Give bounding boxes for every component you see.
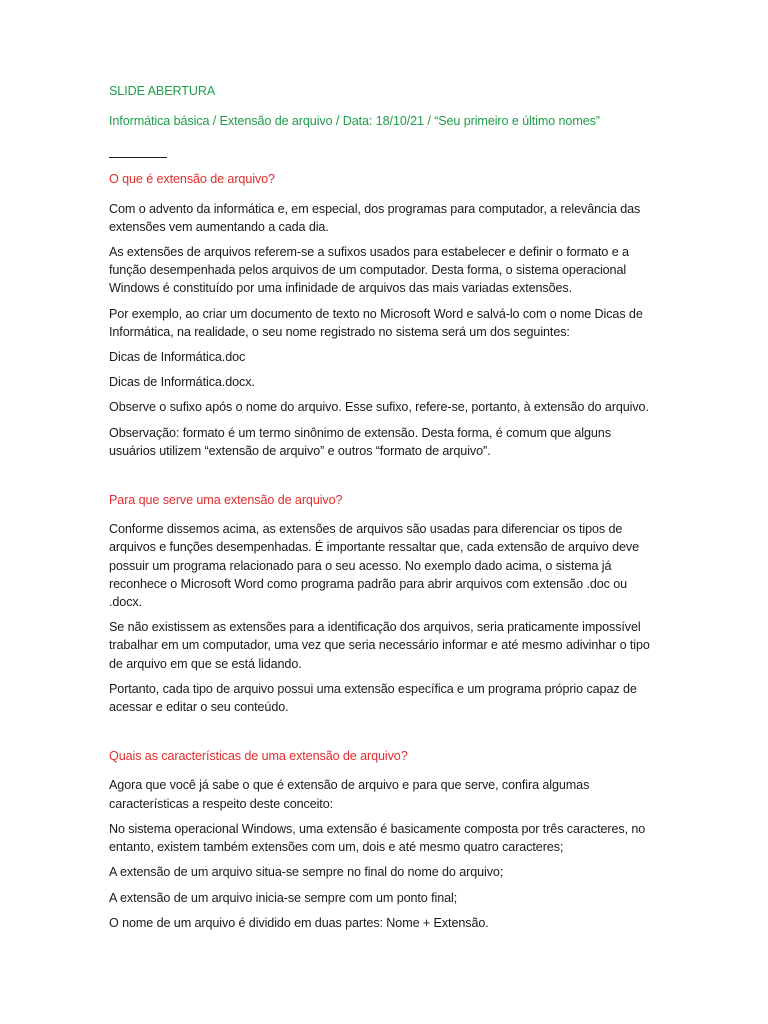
paragraph: Observe o sufixo após o nome do arquivo. Esse sufixo, refere-se, portanto, à extensão do arquivo. [109,400,649,415]
paragraph: Portanto, cada tipo de arquivo possui uma extensão específica e um programa próprio capaz de acessar e editar o seu conteúdo. [109,681,637,715]
paragraph: Agora que você já sabe o que é extensão de arquivo e para que serve, confira algumas características a respeito deste conceito: [109,778,590,811]
paragraph: Observação: formato é um termo sinônimo de extensão. Desta forma, é comum que alguns usuários utilizem “extensão de arquivo” e outros “formato de arquivo”. [109,425,611,458]
paragraph: O nome de um arquivo é dividido em duas partes: Nome + Extensão. [109,915,489,930]
paragraph: As extensões de arquivos referem-se a sufixos usados para estabelecer e definir o formato e a função desempenhada pelos arquivos de um computador. Desta forma, o sistema operacional Windows é constituído por uma infinidade de arquivos das mais variadas extensões. [109,245,629,296]
paragraph: No sistema operacional Windows, uma extensão é basicamente composta por três caracteres, no entanto, existem também extensões com um, dois e até mesmo quatro caracteres; [109,821,646,855]
paragraph: Se não existissem as extensões para a identificação dos arquivos, seria praticamente impossível trabalhar em um computador, uma vez que seria necessário informar e até mesmo adivinhar o tipo de arquivo em que se está lidando. [109,620,650,671]
paragraph: Com o advento da informática e, em especial, dos programas para computador, a relevância das extensões vem aumentando a cada dia. [109,201,641,234]
paragraph: Dicas de Informática.docx. [109,375,255,390]
section-heading: Para que serve uma extensão de arquivo? [109,493,343,508]
paragraph: Por exemplo, ao criar um documento de texto no Microsoft Word e salvá-lo com o nome Dicas de Informática, na realidade, o seu nome registrado no sistema será um dos seguintes: [109,306,643,339]
section-heading: Quais as características de uma extensão de arquivo? [109,749,408,764]
paragraph: A extensão de um arquivo situa-se sempre no final do nome do arquivo; [109,865,504,880]
document-subtitle: Informática básica / Extensão de arquivo / Data: 18/10/21 / “Seu primeiro e último nomes” [109,114,600,129]
section-heading: O que é extensão de arquivo? [109,172,275,187]
paragraph: A extensão de um arquivo inicia-se sempre com um ponto final; [109,890,458,905]
document-page [109,82,657,932]
slide-label: SLIDE ABERTURA [109,84,216,98]
paragraph: Conforme dissemos acima, as extensões de arquivos são usadas para diferenciar os tipos de arquivos e funções desempenhadas. É importante ressaltar que, cada extensão de arquivo deve possuir um programa relacionado para o seu acesso. No exemplo dado acima, o sistema já reconhece o Microsoft Word como programa padrão para abrir arquivos com extensão .doc ou .docx. [109,522,639,610]
separator-line [109,157,167,158]
paragraph: Dicas de Informática.doc [109,350,246,365]
